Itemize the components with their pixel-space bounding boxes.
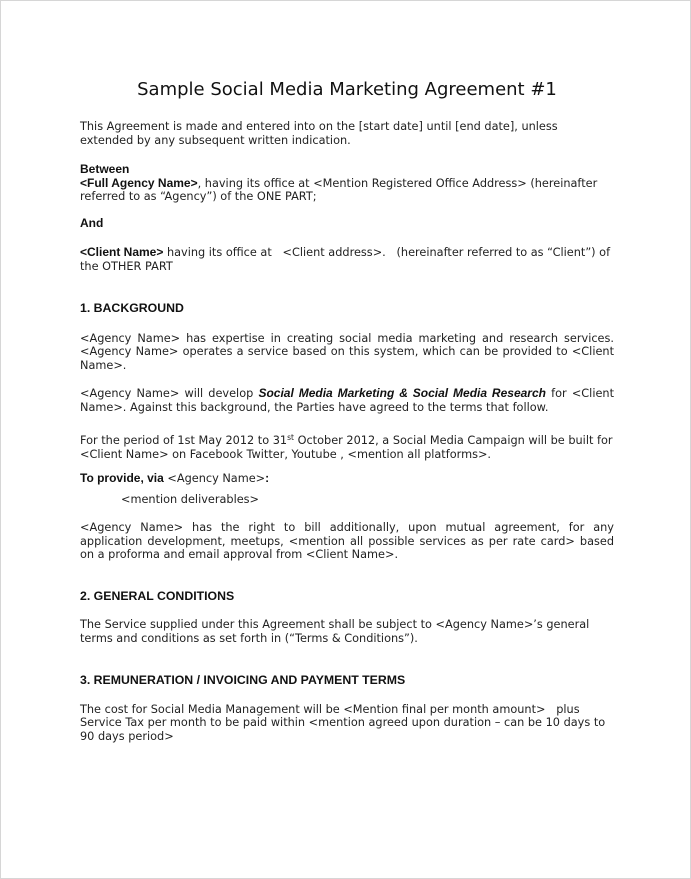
provide-line	[80, 472, 614, 486]
section1-p2-end: for <Client Name>. Against this background, the Parties have agreed to the terms that follow.	[80, 387, 614, 414]
provide-label: To provide, via	[80, 471, 164, 485]
party2-name: <Client Name>	[80, 245, 164, 259]
and-label: And	[80, 215, 104, 230]
section2-paragraph1: The Service supplied under this Agreement shall be subject to <Agency Name>’s general terms and conditions as set forth in (“Terms & Conditions”).	[80, 618, 590, 645]
party2-paragraph	[80, 246, 614, 273]
section1-p2-start: <Agency Name> will develop	[80, 387, 259, 400]
section2-heading: 2. GENERAL CONDITIONS	[80, 588, 235, 603]
section1-paragraph4: <Agency Name> has the right to bill additionally, upon mutual agreement, for any application development, meetups, <mention all possible services as per rate card> based on a proforma and email approval from <Client Name>.	[80, 521, 614, 561]
deliverables-line: <mention deliverables>	[121, 492, 260, 506]
section1-paragraph3	[80, 434, 614, 461]
section1-p3-end: October 2012, a Social Media Campaign will be built for <Client Name> on Facebook Twitter, Youtube , <mention all platforms>.	[80, 434, 613, 461]
between-label: Between	[80, 162, 130, 176]
document-body	[80, 78, 614, 743]
provide-colon: :	[265, 471, 270, 485]
service-emphasis: Social Media Marketing & Social Media Research	[258, 386, 546, 400]
section1-paragraph2	[80, 387, 614, 414]
section1-heading: 1. BACKGROUND	[80, 301, 184, 315]
provide-agency: <Agency Name>	[163, 472, 266, 485]
section3-paragraph1: The cost for Social Media Management will be <Mention final per month amount> plus Service Tax per month to be paid within <mention agreed upon duration – can be 10 days to 90 days period>	[80, 702, 606, 743]
section3-heading: 3. REMUNERATION / INVOICING AND PAYMENT TERMS	[80, 673, 406, 687]
section1-paragraph1: <Agency Name> has expertise in creating social media marketing and research services. <Agency Name> operates a service based on this system, which can be provided to <Client Name>.	[80, 331, 614, 372]
party1-name: <Full Agency Name>	[80, 175, 198, 190]
party1-paragraph	[80, 177, 614, 204]
section1-p3-start: For the period of 1st May 2012 to 31	[80, 434, 288, 447]
intro-paragraph: This Agreement is made and entered into on the [start date] until [end date], unless extended by any subsequent written indication.	[80, 120, 558, 147]
party1-text: , having its office at <Mention Registered Office Address> (hereinafter referred to as “Agency”) of the ONE PART;	[80, 176, 598, 203]
ordinal-suffix: st	[287, 433, 294, 442]
party2-text: having its office at <Client address>. (hereinafter referred to as “Client”) of the OTHER PART	[80, 246, 611, 273]
document-title: Sample Social Media Marketing Agreement #1	[137, 79, 557, 100]
